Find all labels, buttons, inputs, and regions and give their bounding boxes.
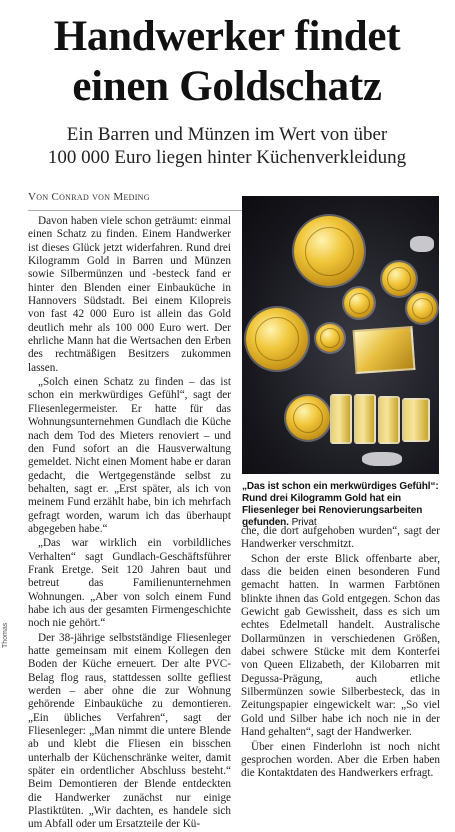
gold-treasure-photo [242, 196, 439, 474]
coin-capsule-image [330, 394, 352, 444]
article-paragraph: „Solch einen Schatz zu finden – das ist schon ein merkwürdiges Gefühl“, sagt der Fliesenlegermeister. Er hatte für das Wohnungsunternehmen Gundlach die Küche nach dem Tod des Mieters renoviert – und den Fund sofort an die Hausverwaltung gemeldet. Nicht einen Moment habe er daran gedacht, die Wertgegenstände selbst zu behalten, sagt er. „Erst später, als ich von meinem Fund erzählt habe, bin ich mehrfach gefragt worden, warum ich das überhaupt abgegeben habe.“ [28, 376, 231, 535]
article-paragraph: Der 38-jährige selbstständige Fliesenleger hatte gemeinsam mit einem Kollegen den Boden der Küche erneuert. Der alte PVC-Belag flog raus, stattdessen sollte gefliest werden – aber ohne die zur Wohnung gehörende Einbauküche zu demontieren. „Ein übliches Verfahren“, sagt der Fliesenleger: „Man nimmt die untere Blende ab und klebt die Fliesen ein bisschen unterhalb der Küchenschränke weiter, damit später ein ordentlicher Abschluss besteht.“ Beim Demontieren der Blende entdeckten die Handwerker zunächst nur einige Plastiktüten. „Wir dachten, es handele sich um Abfall oder um Ersatzteile der Kü- [28, 631, 231, 831]
headline-line-1: Handwerker findet [53, 13, 401, 60]
caption-source: Privat [291, 517, 317, 528]
gold-coin-image [407, 293, 437, 323]
article-paragraph: Über einen Finderlohn ist noch nicht gesprochen worden. Aber die Erben haben die Kontaktdaten des Handwerkers erfragt. [241, 740, 440, 780]
article-paragraph: che, die dort aufgehoben wurden“, sagt der Handwerker verschmitzt. [241, 525, 440, 551]
headline [14, 12, 440, 112]
gold-coin-image [286, 396, 330, 440]
article-paragraph: Davon haben viele schon geträumt: einmal einen Schatz zu finden. Einem Handwerker ist dieses Glück jetzt widerfahren. Rund drei Kilogramm Gold in Barren und Münzen sowie Silbermünzen und -besteck fand er hinter den Blenden einer Einbauküche in Hannovers Südstadt. Bei einem Kilopreis von fast 42 000 Euro ist allein das Gold deutlich mehr als 100 000 Euro wert. Der ehrliche Mann hat die Wertsachen den Erben des rechtmäßigen Besitzers zukommen lassen. [28, 215, 231, 374]
subheadline-line-1: Ein Barren und Münzen im Wert von über [66, 124, 388, 145]
subheadline [14, 123, 440, 169]
gold-coin-image [246, 308, 308, 370]
side-credit: Thomas [2, 622, 9, 648]
gold-coin-image [382, 262, 416, 296]
headline-line-2: einen Goldschatz [72, 63, 382, 110]
coin-capsule-image [354, 394, 376, 444]
coin-capsule-image [378, 396, 400, 444]
gold-coin-image [344, 288, 374, 318]
coin-capsule-image [402, 398, 430, 442]
article-column-left [28, 215, 231, 831]
article-paragraph: „Das war wirklich ein vorbildliches Verhalten“ sagt Gundlach-Geschäftsführer Frank Eretge. Seit 120 Jahren baut und betreut das Familienunternehmen Wohnungen. „Aber von solch einem Fund habe ich aus der gesamten Firmengeschichte noch nie gehört.“ [28, 537, 231, 630]
photo-caption [242, 481, 440, 529]
gold-coin-image [316, 324, 344, 352]
silver-spoon-image [410, 236, 434, 252]
subheadline-line-2: 100 000 Euro liegen hinter Küchenverkleidung [47, 147, 407, 168]
silver-spoon-image [362, 452, 402, 466]
byline: Von Conrad von Meding [28, 191, 150, 203]
article-paragraph: Schon der erste Blick offenbarte aber, dass die beiden einen besonderen Fund gemacht hatten. In warmen Farbtönen blinkte ihnen das Gold entgegen. Schon das Gewicht gab Gewissheit, dass es sich um echtes Edelmetall handelt. Australische Dollarmünzen in verschiedenen Größen, dabei schwere Stücke mit dem Konterfei von Queen Elizabeth, der Kilobarren mit Degussa-Prägung, auch etliche Silbermünzen sowie Silberbesteck, das in Zeitungspapier eingewickelt war: „So viel Gold und Silber habe ich noch nie in der Hand gehalten“, sagt der Handwerker. [241, 552, 440, 739]
article-column-right [241, 525, 440, 787]
gold-coin-image [294, 216, 364, 286]
caption-text: „Das ist schon ein merkwürdiges Gefühl“: Rund drei Kilogramm Gold hat ein Fliesenleger bei Renovierungsarbeiten gefunden. [242, 481, 439, 528]
gold-bar-image [353, 326, 416, 374]
